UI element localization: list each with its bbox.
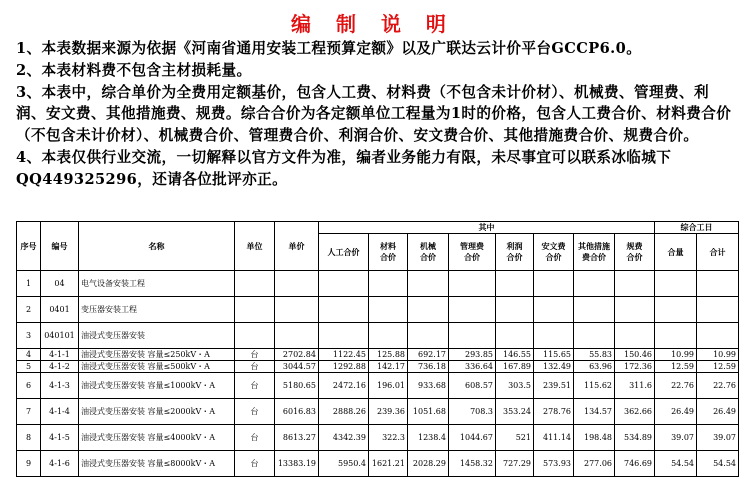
cell-cost-2: 692.17 [408, 349, 449, 361]
cell-cost-0 [319, 323, 369, 349]
cell-cost-5: 132.49 [534, 361, 574, 373]
cell-cost-6 [574, 323, 615, 349]
cell-unit [235, 271, 275, 297]
cell-unit [235, 323, 275, 349]
cell-unit: 台 [235, 399, 275, 425]
note-3: 3、本表中，综合单价为全费用定额基价，包含人工费、材料费（不包含未计价材）、机械费、管理费、利润、安文费、其他措施费、规费。综合合价为各定额单位工程量为1时的价格，包含人工费合价、材料费合价（不包含未计价材）、机械费合价、管理费合价、利润合价、安文费合价、其他措施费合价、规费合价。 [16, 83, 732, 145]
cell-cost-5: 115.65 [534, 349, 574, 361]
cell-name: 油浸式变压器安装 容量≤250kV・A [79, 349, 235, 361]
cell-cost-7: 311.6 [615, 373, 655, 399]
cell-unit: 台 [235, 451, 275, 477]
cell-cost-4: 727.29 [496, 451, 534, 477]
cell-name: 电气设备安装工程 [79, 271, 235, 297]
header-sub-0: 人工合价 [319, 234, 369, 271]
cell-code: 4-1-1 [41, 349, 79, 361]
cell-cost-2 [408, 271, 449, 297]
table-row [17, 271, 739, 297]
cell-cost-4 [496, 297, 534, 323]
cell-cost-3 [449, 297, 496, 323]
cell-labor-0 [655, 323, 697, 349]
page-title: 编 制 说 明 [291, 12, 455, 36]
header-row-1 [17, 222, 739, 234]
table-row [17, 349, 739, 361]
cell-code: 4-1-4 [41, 399, 79, 425]
cell-labor-1: 22.76 [697, 373, 739, 399]
cell-cost-2: 1238.4 [408, 425, 449, 451]
table-row [17, 373, 739, 399]
cell-cost-0: 5950.4 [319, 451, 369, 477]
cell-cost-3: 1044.67 [449, 425, 496, 451]
cell-cost-5 [534, 323, 574, 349]
cell-cost-1 [369, 271, 408, 297]
header-sub-4: 利润 合价 [496, 234, 534, 271]
cell-cost-1: 196.01 [369, 373, 408, 399]
header-sub-3: 管理费 合价 [449, 234, 496, 271]
cell-price: 2702.84 [275, 349, 319, 361]
cell-name: 油浸式变压器安装 容量≤4000kV・A [79, 425, 235, 451]
cell-cost-3: 708.3 [449, 399, 496, 425]
cell-labor-0: 26.49 [655, 399, 697, 425]
cell-code: 04 [41, 271, 79, 297]
cell-name: 油浸式变压器安装 容量≤8000kV・A [79, 451, 235, 477]
header-sub-2: 机械 合价 [408, 234, 449, 271]
cell-cost-1: 239.36 [369, 399, 408, 425]
cell-cost-2: 1051.68 [408, 399, 449, 425]
cell-price [275, 271, 319, 297]
cell-seq: 7 [17, 399, 41, 425]
cell-unit: 台 [235, 373, 275, 399]
cell-cost-6: 134.57 [574, 399, 615, 425]
cell-cost-4 [496, 323, 534, 349]
cell-code: 040101 [41, 323, 79, 349]
cell-code: 0401 [41, 297, 79, 323]
cell-cost-7: 150.46 [615, 349, 655, 361]
cell-seq: 3 [17, 323, 41, 349]
cell-cost-4: 146.55 [496, 349, 534, 361]
header-name: 名称 [79, 222, 235, 271]
cell-seq: 9 [17, 451, 41, 477]
cell-cost-2: 2028.29 [408, 451, 449, 477]
cell-cost-6: 115.62 [574, 373, 615, 399]
cell-cost-0: 4342.39 [319, 425, 369, 451]
header-sub-8: 合量 [655, 234, 697, 271]
cell-seq: 2 [17, 297, 41, 323]
cell-labor-0 [655, 271, 697, 297]
cell-cost-0 [319, 297, 369, 323]
cell-labor-1 [697, 323, 739, 349]
cell-price: 13383.19 [275, 451, 319, 477]
cell-cost-0: 1122.45 [319, 349, 369, 361]
cell-cost-3: 293.85 [449, 349, 496, 361]
notes-section [16, 38, 736, 191]
cell-price: 3044.57 [275, 361, 319, 373]
cell-cost-2 [408, 297, 449, 323]
table-row [17, 297, 739, 323]
header-sub-1: 材料 合价 [369, 234, 408, 271]
cell-labor-0: 22.76 [655, 373, 697, 399]
header-unit: 单位 [235, 222, 275, 271]
cell-cost-6: 55.83 [574, 349, 615, 361]
cell-price: 8613.27 [275, 425, 319, 451]
note-2: 2、本表材料费不包含主材损耗量。 [16, 61, 252, 79]
note-1: 1、本表数据来源为依据《河南省通用安装工程预算定额》以及广联达云计价平台GCCP6.0。 [16, 40, 642, 57]
cell-labor-1: 12.59 [697, 361, 739, 373]
cell-name: 油浸式变压器安装 [79, 323, 235, 349]
cell-cost-5: 239.51 [534, 373, 574, 399]
cell-code: 4-1-3 [41, 373, 79, 399]
cell-labor-1: 39.07 [697, 425, 739, 451]
cell-cost-5 [534, 271, 574, 297]
cell-cost-3 [449, 271, 496, 297]
cell-code: 4-1-6 [41, 451, 79, 477]
cell-labor-1: 26.49 [697, 399, 739, 425]
cell-cost-0: 2472.16 [319, 373, 369, 399]
cell-cost-6: 63.96 [574, 361, 615, 373]
cell-cost-4: 521 [496, 425, 534, 451]
cell-labor-0 [655, 297, 697, 323]
cell-unit [235, 297, 275, 323]
cell-seq: 4 [17, 349, 41, 361]
cell-cost-3: 608.57 [449, 373, 496, 399]
cell-cost-1: 1621.21 [369, 451, 408, 477]
cell-cost-1: 142.17 [369, 361, 408, 373]
cell-labor-1: 54.54 [697, 451, 739, 477]
cell-unit: 台 [235, 361, 275, 373]
cell-cost-5: 573.93 [534, 451, 574, 477]
note-4: 4、本表仅供行业交流，一切解释以官方文件为准，编者业务能力有限，未尽事宜可以联系冰临城下QQ449325296，还请各位批评亦正。 [16, 148, 672, 188]
cell-cost-4: 303.5 [496, 373, 534, 399]
cell-price [275, 323, 319, 349]
cell-cost-5 [534, 297, 574, 323]
cell-cost-4: 167.89 [496, 361, 534, 373]
cell-seq: 1 [17, 271, 41, 297]
header-code: 编号 [41, 222, 79, 271]
cell-labor-1 [697, 271, 739, 297]
cell-cost-4: 353.24 [496, 399, 534, 425]
header-sub-7: 规费 合价 [615, 234, 655, 271]
cell-cost-7: 534.89 [615, 425, 655, 451]
cell-code: 4-1-2 [41, 361, 79, 373]
table-row [17, 323, 739, 349]
cell-cost-7 [615, 323, 655, 349]
cell-cost-7: 172.36 [615, 361, 655, 373]
cell-cost-7 [615, 271, 655, 297]
table-row [17, 451, 739, 477]
cell-cost-6: 198.48 [574, 425, 615, 451]
cell-labor-1 [697, 297, 739, 323]
table-row [17, 399, 739, 425]
cell-cost-1 [369, 323, 408, 349]
cell-labor-0: 12.59 [655, 361, 697, 373]
cell-cost-7: 362.66 [615, 399, 655, 425]
cell-price: 5180.65 [275, 373, 319, 399]
cell-seq: 8 [17, 425, 41, 451]
cell-name: 油浸式变压器安装 容量≤500kV・A [79, 361, 235, 373]
cell-cost-2: 736.18 [408, 361, 449, 373]
table-row [17, 425, 739, 451]
cell-labor-0: 10.99 [655, 349, 697, 361]
header-price: 单价 [275, 222, 319, 271]
cell-name: 油浸式变压器安装 容量≤1000kV・A [79, 373, 235, 399]
cell-seq: 6 [17, 373, 41, 399]
cell-unit: 台 [235, 425, 275, 451]
cell-labor-0: 54.54 [655, 451, 697, 477]
cell-cost-6: 277.06 [574, 451, 615, 477]
cell-name: 油浸式变压器安装 容量≤2000kV・A [79, 399, 235, 425]
cell-cost-1: 125.88 [369, 349, 408, 361]
table-row [17, 361, 739, 373]
cell-cost-5: 278.76 [534, 399, 574, 425]
header-group: 其中 [319, 222, 655, 234]
cell-cost-2: 933.68 [408, 373, 449, 399]
cell-cost-5: 411.14 [534, 425, 574, 451]
cell-labor-0: 39.07 [655, 425, 697, 451]
cell-cost-7: 746.69 [615, 451, 655, 477]
header-labor-group: 综合工日 [655, 222, 739, 234]
cell-cost-6 [574, 297, 615, 323]
cell-price: 6016.83 [275, 399, 319, 425]
cell-cost-6 [574, 271, 615, 297]
cell-cost-7 [615, 297, 655, 323]
header-sub-6: 其他措施 费合价 [574, 234, 615, 271]
quota-table [16, 221, 739, 477]
cell-cost-3 [449, 323, 496, 349]
cell-cost-4 [496, 271, 534, 297]
header-sub-9: 合计 [697, 234, 739, 271]
cell-unit: 台 [235, 349, 275, 361]
cell-cost-2 [408, 323, 449, 349]
cell-seq: 5 [17, 361, 41, 373]
cell-cost-3: 336.64 [449, 361, 496, 373]
cell-cost-1 [369, 297, 408, 323]
header-sub-5: 安文费 合价 [534, 234, 574, 271]
cell-code: 4-1-5 [41, 425, 79, 451]
cell-labor-1: 10.99 [697, 349, 739, 361]
header-seq: 序号 [17, 222, 41, 271]
cell-cost-0 [319, 271, 369, 297]
cell-name: 变压器安装工程 [79, 297, 235, 323]
cell-cost-3: 1458.32 [449, 451, 496, 477]
table-body [17, 271, 739, 477]
cell-cost-1: 322.3 [369, 425, 408, 451]
cell-cost-0: 2888.26 [319, 399, 369, 425]
cell-cost-0: 1292.88 [319, 361, 369, 373]
cell-price [275, 297, 319, 323]
